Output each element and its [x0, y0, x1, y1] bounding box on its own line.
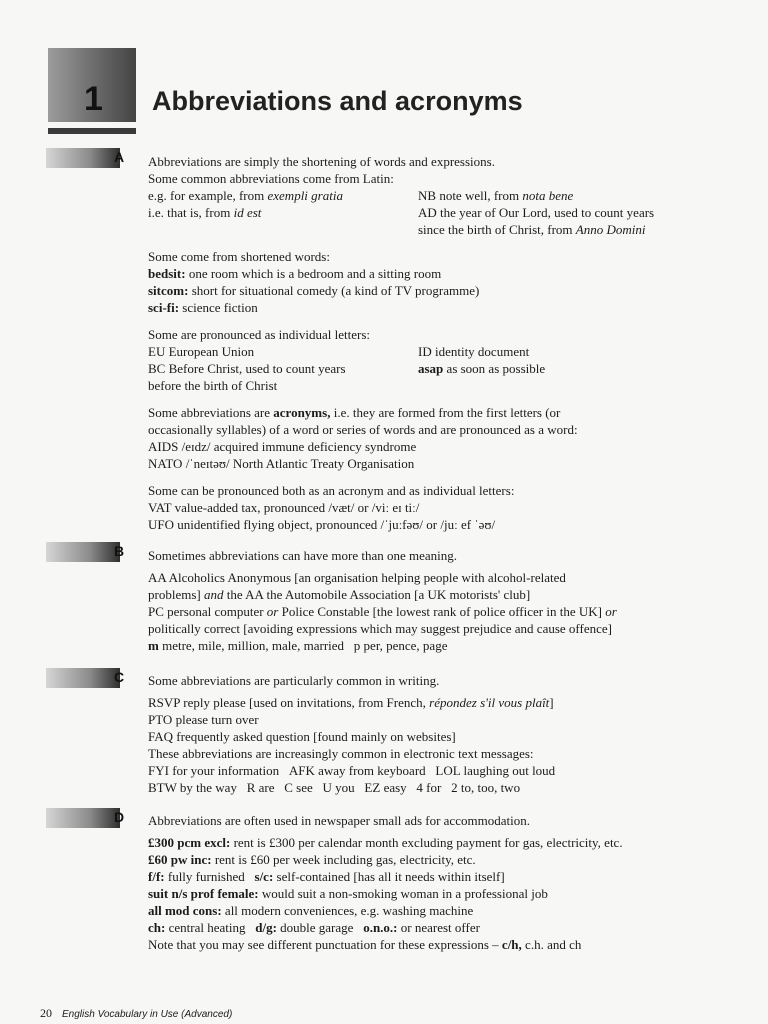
unit-underline — [48, 128, 136, 134]
entry-faq: FAQ frequently asked question [found mainly on websites] — [148, 729, 456, 744]
latin-intro: Some common abbreviations come from Latin: — [148, 171, 394, 186]
section-b — [148, 547, 728, 654]
section-a-intro: Abbreviations are simply the shortening of words and expressions. — [148, 154, 495, 169]
acronyms-intro: Some abbreviations are acronyms, i.e. they are formed from the first letters (or — [148, 405, 561, 420]
entry-id: ID identity document — [418, 344, 530, 359]
entry-pw: £60 pw inc: rent is £60 per week including gas, electricity, etc. — [148, 852, 476, 867]
section-a-marker — [46, 148, 120, 168]
entry-ad-cont: since the birth of Christ, from Anno Domini — [418, 222, 646, 237]
entry-sitcom: sitcom: short for situational comedy (a kind of TV programme) — [148, 283, 480, 298]
shortened-intro: Some come from shortened words: — [148, 249, 330, 264]
section-c-marker — [46, 668, 120, 688]
entry-asap: asap as soon as possible — [418, 361, 546, 376]
entry-rsvp: RSVP reply please [used on invitations, from French, répondez s'il vous plaît] — [148, 695, 554, 710]
entry-pto: PTO please turn over — [148, 712, 259, 727]
entry-ff-sc: f/f: fully furnished s/c: self-contained [has all it needs within itself] — [148, 869, 505, 884]
latin-list — [148, 187, 728, 238]
text-abbr-row-1: FYI for your information AFK away from keyboard LOL laughing out loud — [148, 763, 556, 778]
entry-suit: suit n/s prof female: would suit a non-smoking woman in a professional job — [148, 886, 548, 901]
entry-pc-cont: politically correct [avoiding expressions which may suggest prejudice and cause offence] — [148, 621, 612, 636]
both-intro: Some can be pronounced both as an acronym and as individual letters: — [148, 483, 515, 498]
entry-bedsit: bedsit: one room which is a bedroom and a sitting room — [148, 266, 442, 281]
unit-number: 1 — [84, 80, 103, 118]
entry-bc: BC Before Christ, used to count years — [148, 361, 346, 376]
entry-scifi: sci-fi: science fiction — [148, 300, 258, 315]
section-a-letter: A — [114, 149, 125, 165]
entry-ie: i.e. that is, from id est — [148, 205, 262, 220]
entry-pc: PC personal computer or Police Constable [the lowest rank of police officer in the UK] or — [148, 604, 617, 619]
entry-nato: NATO /ˈneɪtəʊ/ North Atlantic Treaty Organisation — [148, 456, 415, 471]
section-d-letter: D — [114, 809, 125, 825]
entry-ch-dg-ono: ch: central heating d/g: double garage o.n.o.: or nearest offer — [148, 920, 480, 935]
entry-eu: EU European Union — [148, 344, 255, 359]
page-footer — [40, 1006, 232, 1021]
entry-vat: VAT value-added tax, pronounced /væt/ or /viː eɪ tiː/ — [148, 500, 420, 515]
entry-eg: e.g. for example, from exempli gratia — [148, 188, 343, 203]
entry-pcm: £300 pcm excl: rent is £300 per calendar month excluding payment for gas, electricity, etc. — [148, 835, 623, 850]
page-title: Abbreviations and acronyms — [152, 86, 523, 116]
section-c-letter: C — [114, 669, 125, 685]
entry-aa: AA Alcoholics Anonymous [an organisation helping people with alcohol-related — [148, 570, 566, 585]
entry-m-p: m metre, mile, million, male, married p per, pence, page — [148, 638, 448, 653]
letters-list — [148, 343, 728, 394]
entry-bc-cont: before the birth of Christ — [148, 378, 278, 393]
entry-ufo: UFO unidentified flying object, pronounced /ˈjuːfəʊ/ or /juː ef ˈəʊ/ — [148, 517, 496, 532]
text-abbr-row-2: BTW by the way R are C see U you EZ easy 4 for 2 to, too, two — [148, 780, 521, 795]
entry-allmod: all mod cons: all modern conveniences, e.g. washing machine — [148, 903, 474, 918]
section-a — [148, 153, 728, 533]
section-d-marker — [46, 808, 120, 828]
entry-nb: NB note well, from nota bene — [418, 188, 574, 203]
book-title: English Vocabulary in Use (Advanced) — [62, 1009, 233, 1020]
acronyms-intro-cont: occasionally syllables) of a word or series of words and are pronounced as a word: — [148, 422, 578, 437]
entry-aids: AIDS /eɪdz/ acquired immune deficiency syndrome — [148, 439, 417, 454]
section-c-intro: Some abbreviations are particularly common in writing. — [148, 673, 440, 688]
section-b-marker — [46, 542, 120, 562]
section-b-letter: B — [114, 543, 125, 559]
page-number: 20 — [40, 1006, 52, 1020]
punctuation-note: Note that you may see different punctuation for these expressions – c/h, c.h. and ch — [148, 937, 582, 952]
section-c — [148, 672, 728, 796]
entry-aa-cont: problems] and the AA the Automobile Association [a UK motorists' club] — [148, 587, 531, 602]
section-d — [148, 812, 728, 953]
section-d-intro: Abbreviations are often used in newspaper small ads for accommodation. — [148, 813, 530, 828]
entry-ad: AD the year of Our Lord, used to count years — [418, 205, 655, 220]
text-messages-intro: These abbreviations are increasingly common in electronic text messages: — [148, 746, 534, 761]
letters-intro: Some are pronounced as individual letters: — [148, 327, 371, 342]
section-b-intro: Sometimes abbreviations can have more than one meaning. — [148, 548, 458, 563]
